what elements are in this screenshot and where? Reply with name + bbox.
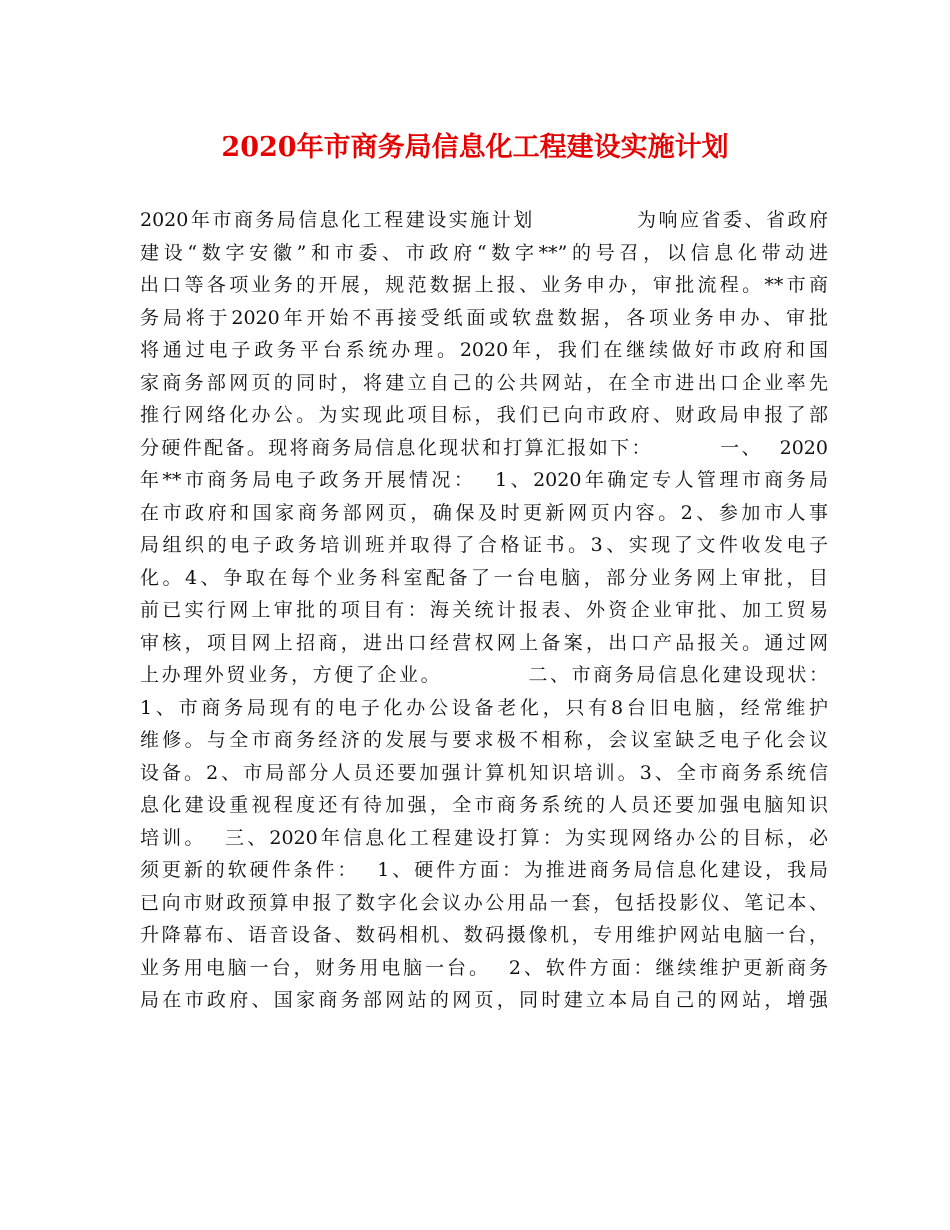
body-line: 前已实行网上审批的项目有：海关统计报表、外资企业审批、加工贸易 bbox=[140, 599, 828, 621]
body-line: 业务用电脑一台，财务用电脑一台。 2、软件方面：继续维护更新商务 bbox=[140, 956, 828, 979]
body-line: 年**市商务局电子政务开展情况： 1、2020年确定专人管理市商务局 bbox=[140, 469, 828, 491]
body-line: 化。4、争取在每个业务科室配备了一台电脑，部分业务网上审批，目 bbox=[140, 566, 828, 589]
body-line: 分硬件配备。现将商务局信息化现状和打算汇报如下： 一、 2020 bbox=[140, 436, 828, 459]
document-body bbox=[140, 204, 828, 1017]
body-line: 出口等各项业务的开展，规范数据上报、业务申办，审批流程。**市商 bbox=[140, 274, 828, 296]
body-line: 家商务部网页的同时，将建立自己的公共网站，在全市进出口企业率先 bbox=[140, 371, 828, 394]
body-line: 须更新的软硬件条件： 1、硬件方面：为推进商务局信息化建设，我局 bbox=[140, 859, 828, 881]
body-line: 务局将于2020年开始不再接受纸面或软盘数据，各项业务申办、审批 bbox=[140, 306, 828, 329]
body-line: 局组织的电子政务培训班并取得了合格证书。3、实现了文件收发电子 bbox=[140, 534, 828, 556]
body-line: 审核，项目网上招商，进出口经营权网上备案，出口产品报关。通过网 bbox=[140, 631, 828, 654]
body-line: 局在市政府、国家商务部网站的网页，同时建立本局自己的网站，增强 bbox=[140, 989, 828, 1011]
body-line: 设备。2、市局部分人员还要加强计算机知识培训。3、全市商务系统信 bbox=[140, 761, 828, 784]
body-line: 在市政府和国家商务部网页，确保及时更新网页内容。2、参加市人事 bbox=[140, 501, 828, 524]
body-line: 推行网络化办公。为实现此项目标，我们已向市政府、财政局申报了部 bbox=[140, 404, 828, 426]
body-line: 维修。与全市商务经济的发展与要求极不相称，会议室缺乏电子化会议 bbox=[140, 729, 828, 751]
body-line: 已向市财政预算申报了数字化会议办公用品一套，包括投影仪、笔记本、 bbox=[140, 891, 828, 914]
body-line: 1、市商务局现有的电子化办公设备老化，只有8台旧电脑，经常维护 bbox=[140, 696, 828, 719]
body-line: 培训。 三、2020年信息化工程建设打算：为实现网络办公的目标，必 bbox=[140, 826, 828, 849]
body-line: 将通过电子政务平台系统办理。2020年，我们在继续做好市政府和国 bbox=[140, 339, 828, 361]
document-title: 2020年市商务局信息化工程建设实施计划 bbox=[221, 132, 729, 163]
body-line: 升降幕布、语音设备、数码相机、数码摄像机，专用维护网站电脑一台， bbox=[140, 924, 828, 946]
body-line: 息化建设重视程度还有待加强，全市商务系统的人员还要加强电脑知识 bbox=[140, 794, 828, 816]
body-line: 上办理外贸业务，方便了企业。 二、市商务局信息化建设现状： bbox=[140, 664, 828, 686]
body-line: 2020年市商务局信息化工程建设实施计划 为响应省委、省政府 bbox=[140, 209, 828, 231]
body-line: 建设“数字安徽”和市委、市政府“数字**”的号召，以信息化带动进 bbox=[140, 241, 828, 264]
